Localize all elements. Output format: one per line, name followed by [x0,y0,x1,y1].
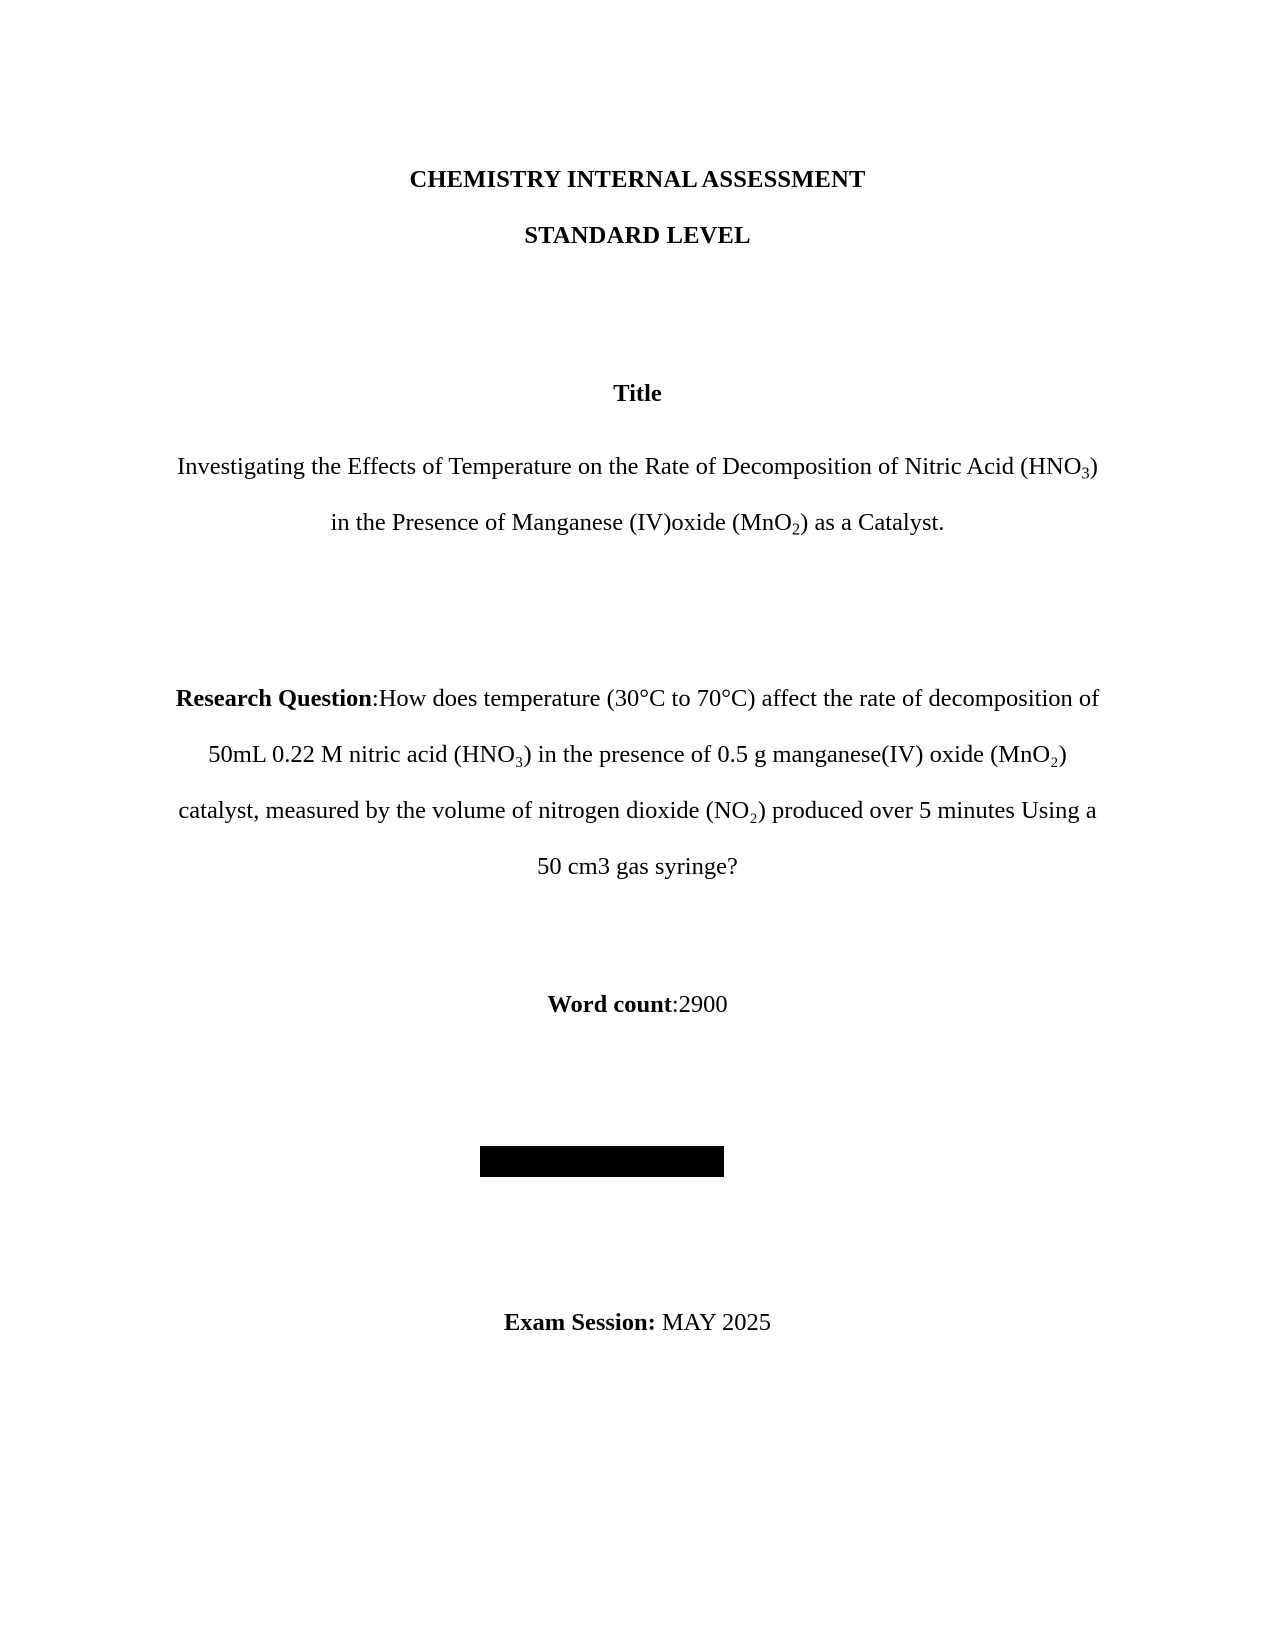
title-heading: Title [613,380,662,407]
document-header [155,168,1120,248]
title-line-2-tail: ) as a Catalyst. [800,508,945,536]
title-line-1-text: Investigating the Effects of Temperature on the Rate of Decomposition of Nitric Acid (HNO [177,452,1082,480]
cover-content [155,0,1120,1017]
title-line-2-subscript: 2 [791,519,801,539]
title-line-2 [155,495,1120,551]
title-line-1-subscript: 3 [1081,463,1090,483]
exam-session-line [155,1311,1120,1336]
header-line-chemistry-internal-assessment: CHEMISTRY INTERNAL ASSESSMENT [409,166,866,193]
research-question-line-1-text: :How does temperature (30°C to 70°C) affect the rate of decomposition of [371,684,1100,712]
exam-session-label: Exam Session: [503,1309,656,1336]
research-question-line-2: 50mL 0.22 M nitric acid (HNO₃) in the presence of 0.5 g manganese(IV) oxide (MnO₂) [208,740,1067,768]
title-line-1-close-paren: ) [1089,452,1098,480]
word-count-line [155,990,1120,1018]
research-question-label: Research Question [175,684,372,712]
word-count-label: Word count [547,990,672,1018]
research-question-line-1 [155,671,1120,727]
title-text [155,439,1120,551]
research-question-line-4: 50 cm3 gas syringe? [537,852,738,880]
header-line-standard-level: STANDARD LEVEL [524,221,751,249]
word-count-value: :2900 [671,990,728,1018]
research-question-line-3: catalyst, measured by the volume of nitrogen dioxide (NO₂) produced over 5 minutes Using a [178,796,1097,824]
redacted-name-bar [480,1146,724,1177]
exam-session-value: MAY 2025 [655,1309,772,1336]
research-question-block [155,671,1120,895]
title-line-2-text: in the Presence of Manganese (IV)oxide (MnO [330,508,792,536]
